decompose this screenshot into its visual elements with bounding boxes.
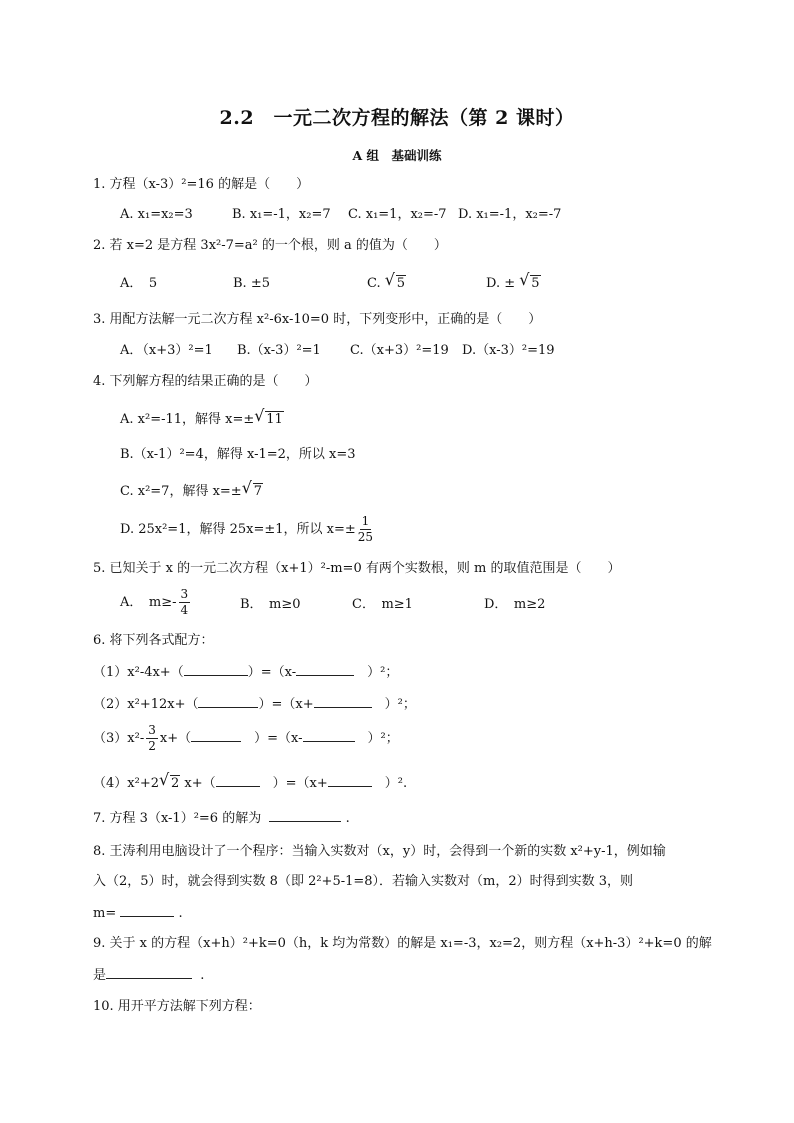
q6-part-1: （1）x²-4x+（ ）=（x- ）²；: [93, 665, 399, 680]
q3-option-b: B.（x-3）²=1: [237, 343, 321, 358]
q2-option-c: C. √ 5: [367, 270, 406, 291]
section-subtitle: A 组 基础训练: [352, 148, 442, 163]
q2-option-d: D. ± √ 5: [486, 270, 540, 291]
question-2: 2. 若 x=2 是方程 3x²-7=a² 的一个根，则 a 的值为（ ）: [93, 238, 447, 253]
question-8-line-3: m= .: [93, 906, 183, 921]
fraction: $\frac{3}{2}$: [148, 723, 156, 753]
q2-option-a: A． 5: [120, 276, 158, 291]
q3-option-c: C.（x+3）²=19: [350, 343, 449, 358]
question-9-line-2: 是 .: [93, 968, 205, 983]
q4-option-c: C. x²=7，解得 x=± √ 7: [120, 478, 262, 499]
sqrt-symbol: √ 5: [384, 270, 406, 291]
q1-option-b: B. x₁=-1，x₂=7: [232, 207, 331, 222]
sqrt-symbol: √ 5: [519, 270, 540, 291]
question-8-line-1: 8. 王涛利用电脑设计了一个程序：当输入实数对（x，y）时，会得到一个新的实数 x²+y-1，例如输: [93, 844, 666, 859]
question-4: 4. 下列解方程的结果正确的是（ ）: [93, 374, 318, 389]
q5-option-b: B． m≥0: [240, 597, 301, 612]
question-5: 5. 已知关于 x 的一元二次方程（x+1）²-m=0 有两个实数根，则 m 的取值范围是（ ）: [93, 561, 621, 576]
q5-option-c: C． m≥1: [352, 597, 413, 612]
fraction: $\frac{3}{4}$: [180, 587, 189, 617]
q3-option-a: A．（x+3）²=1: [120, 343, 213, 358]
q1-option-d: D. x₁=-1，x₂=-7: [458, 207, 562, 222]
q6-part-3: （3）x²- $\frac{3}{2}$ x+（ ）=（x- ）²；: [93, 723, 399, 753]
sqrt-symbol: √ 7: [241, 478, 262, 499]
page-title: 2.2 一元二次方程的解法（第 2 课时）: [219, 107, 575, 129]
sqrt-symbol: √ 2: [158, 770, 180, 791]
q6-part-4: （4）x²+2 √ 2 x+（ ）=（x+ ）².: [93, 770, 408, 791]
sqrt-symbol: √ 11: [254, 406, 283, 427]
q4-option-b: B.（x-1）²=4，解得 x-1=2，所以 x=3: [120, 447, 356, 462]
question-3: 3. 用配方法解一元二次方程 x²-6x-10=0 时，下列变形中，正确的是（ ）: [93, 312, 542, 327]
q1-option-c: C. x₁=1，x₂=-7: [348, 207, 447, 222]
q5-option-a: A． m≥- $\frac{3}{4}$: [120, 587, 189, 617]
q4-option-d: D. 25x²=1，解得 25x=±1，所以 x=± $\frac{1}{25}$: [120, 514, 374, 544]
q4-option-a: A. x²=-11，解得 x=± √ 11: [120, 406, 283, 427]
question-7: 7. 方程 3（x-1）²=6 的解为 .: [93, 811, 350, 826]
question-9-line-1: 9. 关于 x 的方程（x+h）²+k=0（h，k 均为常数）的解是 x₁=-3，x₂=2，则方程（x+h-3）²+k=0 的解: [93, 936, 712, 951]
question-8-line-2: 入（2，5）时，就会得到实数 8（即 2²+5-1=8）．若输入实数对（m，2）时得到实数 3，则: [93, 874, 634, 889]
q5-option-d: D． m≥2: [484, 597, 546, 612]
question-10: 10. 用开平方法解下列方程：: [93, 999, 261, 1014]
question-1: 1. 方程（x-3）²=16 的解是（ ）: [93, 177, 310, 192]
q2-option-b: B. ±5: [233, 276, 270, 291]
q3-option-d: D.（x-3）²=19: [462, 343, 555, 358]
q1-option-a: A. x₁=x₂=3: [120, 207, 193, 222]
q6-part-2: （2）x²+12x+（ ）=（x+ ）²；: [93, 697, 416, 712]
question-6: 6. 将下列各式配方：: [93, 633, 214, 648]
fraction: $\frac{1}{25}$: [357, 514, 374, 544]
